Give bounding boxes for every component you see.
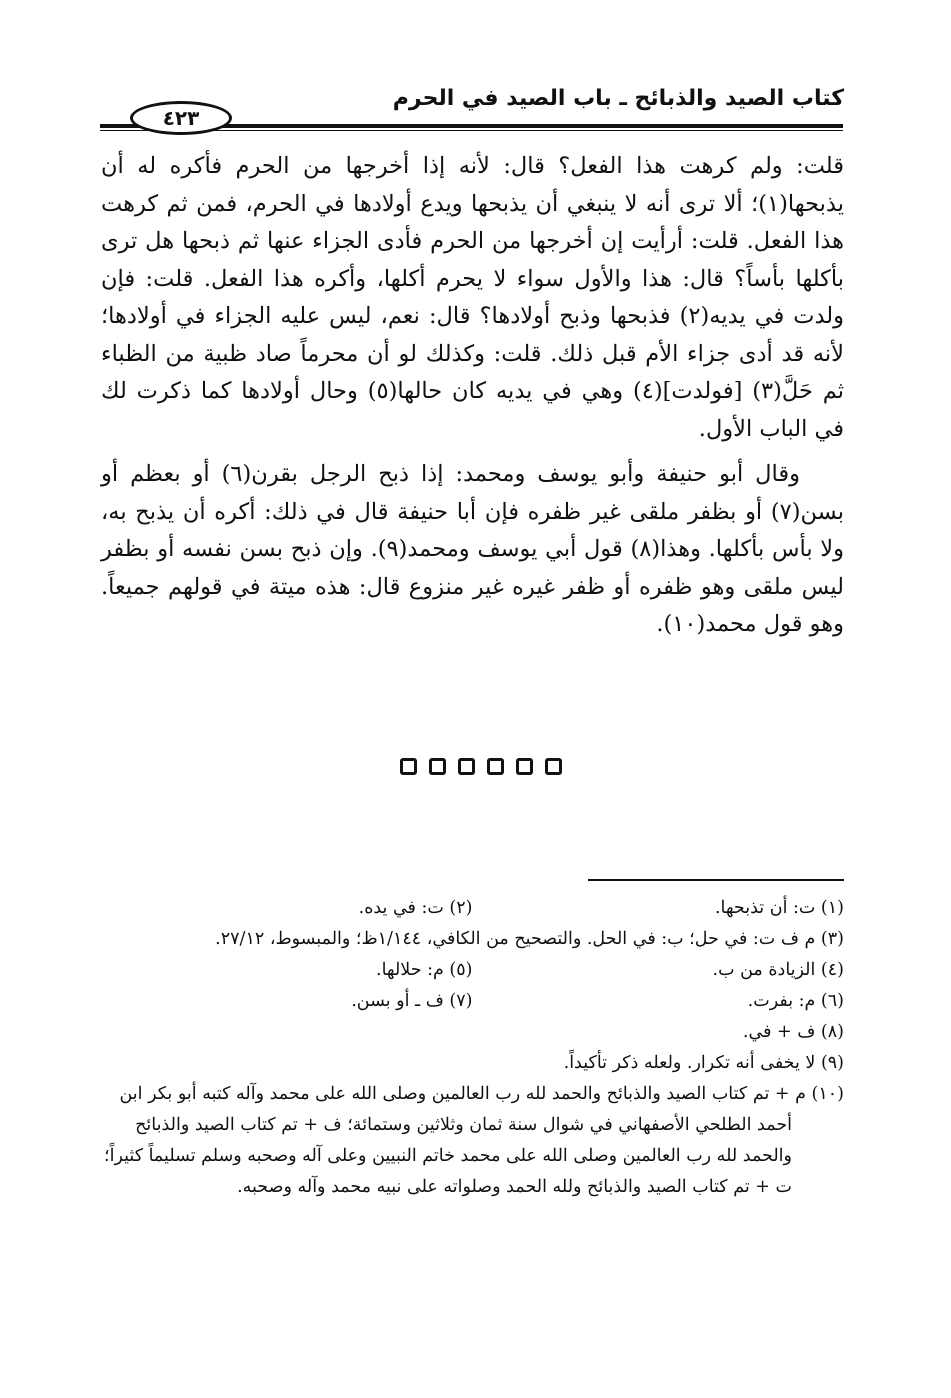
divider-square-icon bbox=[400, 758, 417, 775]
footnote-row bbox=[101, 924, 844, 955]
paragraph-1: قلت: ولم كرهت هذا الفعل؟ قال: لأنه إذا أخرجها من الحرم فأكره له أن يذبحها(١)؛ ألا ترى أنه لا ينبغي أن يذبحها ويدع أولادها في الحرم، فمن ثم كرهت هذا الفعل. قلت: أرأيت إن أخرجها من الحرم فأدى الجزاء عنها ثم ذبحها هل ترى بأكلها بأساً؟ قال: هذا والأول سواء لا يحرم أكلها، وأكره هذا الفعل. قلت: فإن ولدت في يديه(٢) فذبحها وذبح أولادها؟ قال: نعم، ليس عليه الجزاء في أولادها؛ لأنه قد أدى جزاء الأم قبل ذلك. قلت: وكذلك لو أن محرماً صاد ظبية من الظباء ثم حَلَّ(٣) [فولدت](٤) وهي في يديه كان حالها(٥) وحال أولادها كما ذكرت لك في الباب الأول. bbox=[101, 153, 845, 442]
footnote-row bbox=[101, 986, 844, 1017]
footnote-9: (٩) لا يخفى أنه تكرار. ولعله ذكر تأكيداً. bbox=[563, 1053, 844, 1073]
footnote-3: (٣) م ف ت: في حل؛ ب: في الحل. والتصحيح من الكافي، ١/١٤٤ظ؛ والمبسوط، ٢٧/١٢. bbox=[215, 929, 844, 949]
footnote-6: (٦) م: بفرت. bbox=[747, 991, 844, 1011]
footnote-7: (٧) ف ـ أو بسن. bbox=[351, 991, 473, 1011]
running-header-title: كتاب الصيد والذبائح ـ باب الصيد في الحرم bbox=[392, 86, 844, 111]
footnote-row bbox=[101, 1017, 844, 1048]
footnote-row bbox=[101, 893, 844, 924]
footnote-2: (٢) ت: في يده. bbox=[358, 898, 473, 918]
main-text bbox=[101, 148, 844, 652]
divider-square-icon bbox=[458, 758, 475, 775]
footnote-row bbox=[101, 1079, 844, 1203]
footnote-8: (٨) ف + في. bbox=[742, 1022, 844, 1042]
divider-square-icon bbox=[429, 758, 446, 775]
divider-square-icon bbox=[516, 758, 533, 775]
divider-square-icon bbox=[545, 758, 562, 775]
footnote-4: (٤) الزيادة من ب. bbox=[712, 960, 844, 980]
footnote-row bbox=[101, 1048, 844, 1079]
divider-square-icon bbox=[487, 758, 504, 775]
footnote-row bbox=[101, 955, 844, 986]
footnote-5: (٥) م: حلالها. bbox=[376, 960, 473, 980]
section-divider bbox=[386, 758, 576, 780]
footnote-separator bbox=[588, 879, 844, 881]
paragraph-2: وقال أبو حنيفة وأبو يوسف ومحمد: إذا ذبح الرجل بقرن(٦) أو بعظم أو بسن(٧) أو بظفر ملقى غير ظفره فإن أبا حنيفة قال في ذلك: أكره أن يذبح به، ولا بأس بأكلها. وهذا(٨) قول أبي يوسف ومحمد(٩). وإن ذبح بسن نفسه أو بظفر ليس ملقى وهو ظفره أو ظفر غيره غير منزوع قال: هذه ميتة في قولهم جميعاً. وهو قول محمد(١٠). bbox=[101, 461, 844, 637]
footnote-1: (١) ت: أن تذبحها. bbox=[714, 898, 844, 918]
footnote-10: (١٠) م + تم كتاب الصيد والذبائح والحمد لله رب العالمين وصلى الله على محمد وآله كتبه أبو بكر ابن أحمد الطلحي الأصفهاني في شوال سنة ثمان وثلاثين وستمائة؛ ف + تم كتاب الصيد والذبائح والحمد لله رب العالمين وصلى الله على محمد خاتم النبيين وعلى آله وصحبه وسلم تسليماً كثيراً؛ ت + تم كتاب الصيد والذبائح ولله الحمد وصلواته على نبيه محمد وآله وصحبه. bbox=[104, 1084, 844, 1197]
page-number: ٤٢٣ bbox=[130, 101, 232, 135]
footnotes bbox=[101, 893, 844, 1203]
